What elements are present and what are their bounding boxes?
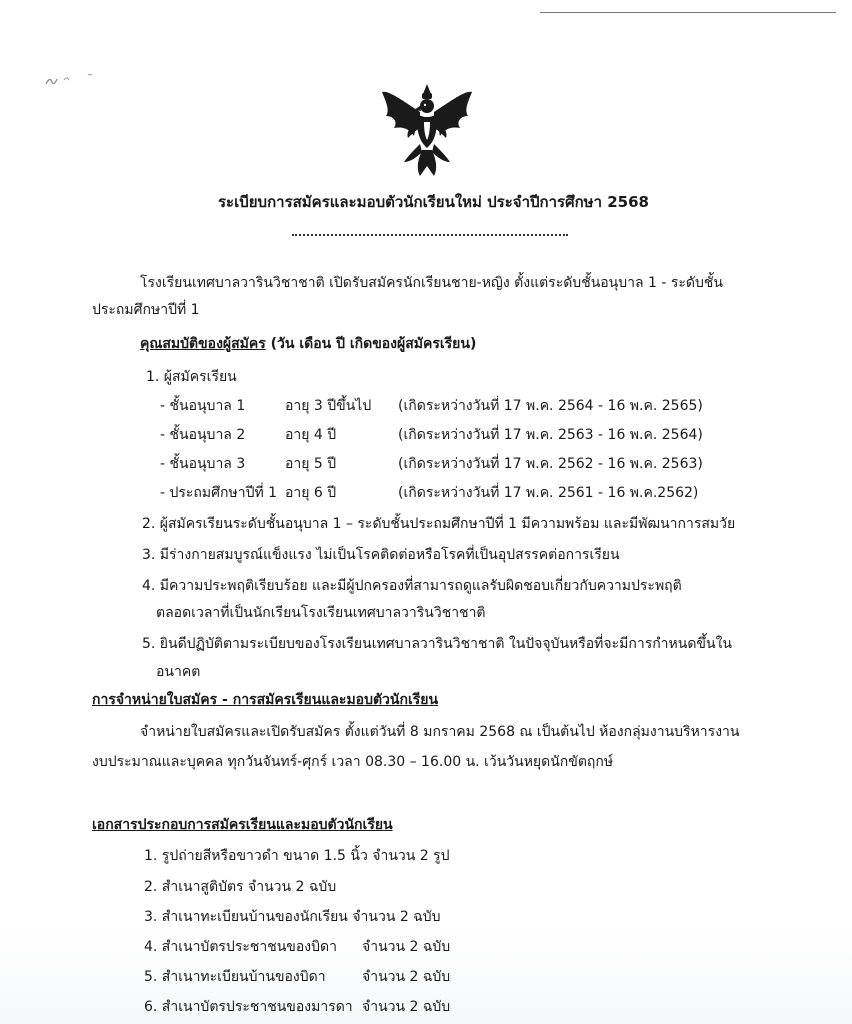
intro-line-2: ประถมศึกษาปีที่ 1: [92, 302, 200, 318]
document-item: 1. รูปถ่ายสีหรือขาวดำ ขนาด 1.5 นิ้ว จำนวน 2 รูป: [144, 848, 450, 864]
document-title: ระเบียบการสมัครและมอบตัวนักเรียนใหม่ ประจำปีการศึกษา 2568: [218, 193, 649, 211]
level-name: - ประถมศึกษาปีที่ 1: [160, 485, 278, 501]
level-birth-range: (เกิดระหว่างวันที่ 17 พ.ค. 2562 - 16 พ.ค. 2563): [398, 456, 703, 472]
level-birth-range: (เกิดระหว่างวันที่ 17 พ.ค. 2564 - 16 พ.ค. 2565): [398, 398, 703, 414]
level-age: อายุ 3 ปีขึ้นไป: [285, 398, 372, 414]
level-age: อายุ 5 ปี: [285, 456, 337, 472]
intro-line-1: โรงเรียนเทศบาลวารินวิชาชาติ เปิดรับสมัครนักเรียนชาย-หญิง ตั้งแต่ระดับชั้นอนุบาล 1 - ระดับชั้น: [140, 275, 723, 291]
distribution-line-1: จำหน่ายใบสมัครและเปิดรับสมัคร ตั้งแต่วันที่ 8 มกราคม 2568 ณ เป็นต้นไป ห้องกลุ่มงานบริหารงาน: [140, 724, 740, 740]
level-name: - ชั้นอนุบาล 3: [160, 456, 246, 472]
title-dotted-divider: [292, 234, 568, 236]
level-birth-range: (เกิดระหว่างวันที่ 17 พ.ค. 2561 - 16 พ.ค.2562): [398, 485, 699, 501]
qualification-item-1: 1. ผู้สมัครเรียน: [146, 369, 237, 385]
qualifications-heading: [140, 334, 476, 354]
qualification-item-4-line-2: ตลอดเวลาที่เป็นนักเรียนโรงเรียนเทศบาลวารินวิชาชาติ: [156, 605, 486, 621]
level-age: อายุ 4 ปี: [285, 427, 337, 443]
pen-scribble-icon: [44, 66, 104, 92]
document-item: 4. สำเนาบัตรประชาชนของบิดา: [144, 939, 337, 955]
qualifications-heading-note: (วัน เดือน ปี เกิดของผู้สมัครเรียน): [265, 336, 477, 352]
documents-heading: เอกสารประกอบการสมัครเรียนและมอบตัวนักเรียน: [92, 817, 393, 833]
document-item-quantity: จำนวน 2 ฉบับ: [362, 969, 451, 985]
qualification-item-2: 2. ผู้สมัครเรียนระดับชั้นอนุบาล 1 – ระดับชั้นประถมศึกษาปีที่ 1 มีความพร้อม และมีพัฒนาการสมวัย: [142, 516, 736, 532]
qualifications-heading-label: คุณสมบัติของผู้สมัคร: [140, 336, 266, 352]
qualification-item-4-line-1: 4. มีความประพฤติเรียบร้อย และมีผู้ปกครองที่สามารถดูแลรับผิดชอบเกี่ยวกับความประพฤติ: [142, 578, 682, 594]
document-item-quantity: จำนวน 2 ฉบับ: [362, 999, 451, 1015]
distribution-heading: การจำหน่ายใบสมัคร - การสมัครเรียนและมอบตัวนักเรียน: [92, 692, 439, 708]
document-item: 2. สำเนาสูติบัตร จำนวน 2 ฉบับ: [144, 879, 337, 895]
document-item: 5. สำเนาทะเบียนบ้านของบิดา: [144, 969, 326, 985]
document-item-quantity: จำนวน 2 ฉบับ: [362, 939, 451, 955]
level-birth-range: (เกิดระหว่างวันที่ 17 พ.ค. 2563 - 16 พ.ค. 2564): [398, 427, 703, 443]
qualification-item-5-line-2: อนาคต: [156, 664, 201, 680]
level-name: - ชั้นอนุบาล 1: [160, 398, 246, 414]
scan-edge-line: [540, 12, 836, 13]
document-item: 3. สำเนาทะเบียนบ้านของนักเรียน จำนวน 2 ฉบับ: [144, 909, 441, 925]
distribution-line-2: งบประมาณและบุคคล ทุกวันจันทร์-ศุกร์ เวลา 08.30 – 16.00 น. เว้นวันหยุดนักขัตฤกษ์: [92, 754, 614, 770]
document-item: 6. สำเนาบัตรประชาชนของมารดา: [144, 999, 353, 1015]
garuda-emblem-icon: [380, 82, 474, 178]
level-name: - ชั้นอนุบาล 2: [160, 427, 246, 443]
level-age: อายุ 6 ปี: [285, 485, 337, 501]
qualification-item-5-line-1: 5. ยินดีปฏิบัติตามระเบียบของโรงเรียนเทศบาลวารินวิชาชาติ ในปัจจุบันหรือที่จะมีการกำหนดขึ้นใน: [142, 636, 732, 652]
qualification-item-3: 3. มีร่างกายสมบูรณ์แข็งแรง ไม่เป็นโรคติดต่อหรือโรคที่เป็นอุปสรรคต่อการเรียน: [142, 547, 620, 563]
